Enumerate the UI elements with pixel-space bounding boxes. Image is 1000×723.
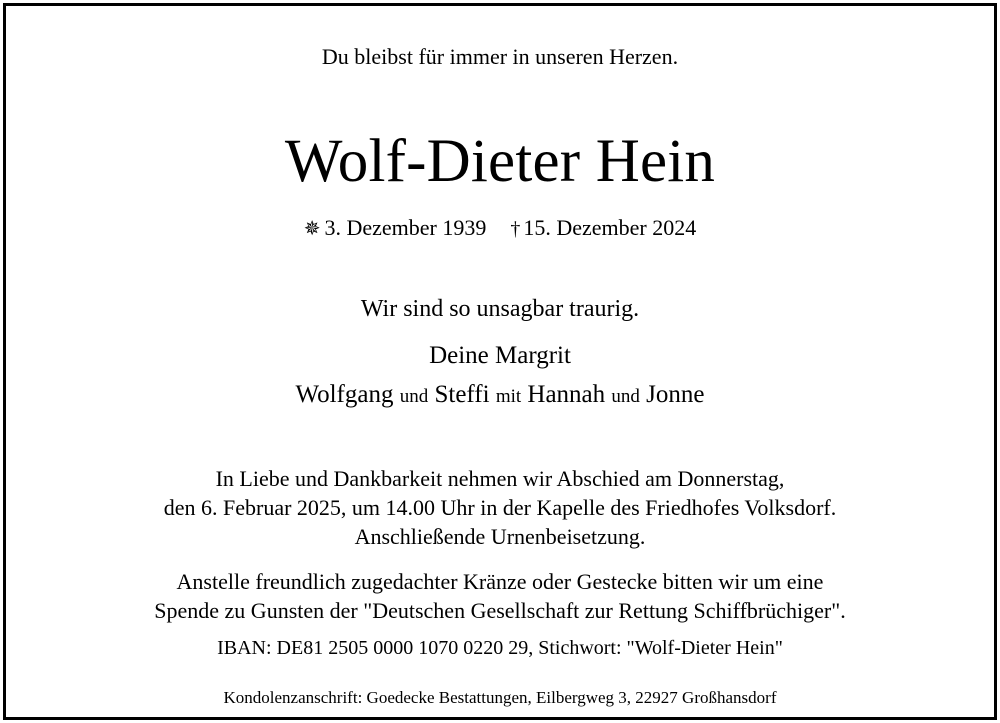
deceased-name: Wolf-Dieter Hein xyxy=(284,128,716,195)
death-cross-icon: † xyxy=(510,218,521,240)
mourner-name: Jonne xyxy=(646,381,705,408)
conjunction: mit xyxy=(495,386,522,407)
farewell-paragraph xyxy=(0,464,1000,551)
donation-paragraph xyxy=(0,567,1000,625)
mourner-spouse: Deine Margrit xyxy=(429,342,571,369)
condolence-address: Kondolenzanschrift: Goedecke Bestattungen, Eilbergweg 3, 22927 Großhansdorf xyxy=(223,688,777,707)
farewell-line: den 6. Februar 2025, um 14.00 Uhr in der Kapelle des Friedhofes Volksdorf. xyxy=(163,495,837,520)
grief-line: Wir sind so unsagbar traurig. xyxy=(360,296,640,322)
motto: Du bleibst für immer in unseren Herzen. xyxy=(321,44,679,69)
mourner-name: Wolfgang xyxy=(295,381,394,408)
farewell-line: Anschließende Urnenbeisetzung. xyxy=(354,524,646,549)
life-dates xyxy=(0,215,1000,241)
conjunction: und xyxy=(611,386,640,407)
mourner-name: Hannah xyxy=(527,381,606,408)
birth-date: 3. Dezember 1939 xyxy=(324,215,487,240)
donation-line: Anstelle freundlich zugedachter Kränze oder Gestecke bitten wir um eine xyxy=(176,569,824,594)
iban-line: IBAN: DE81 2505 0000 1070 0220 29, Stichwort: "Wolf-Dieter Hein" xyxy=(217,637,783,659)
birth-star-icon: ✵ xyxy=(303,218,321,240)
conjunction: und xyxy=(399,386,429,407)
death-date: 15. Dezember 2024 xyxy=(523,215,697,240)
mourner-family xyxy=(0,381,1000,409)
farewell-line: In Liebe und Dankbarkeit nehmen wir Abschied am Donnerstag, xyxy=(215,466,785,491)
donation-line: Spende zu Gunsten der "Deutschen Gesellschaft zur Rettung Schiffbrüchiger". xyxy=(154,598,846,623)
mourner-name: Steffi xyxy=(434,381,490,408)
